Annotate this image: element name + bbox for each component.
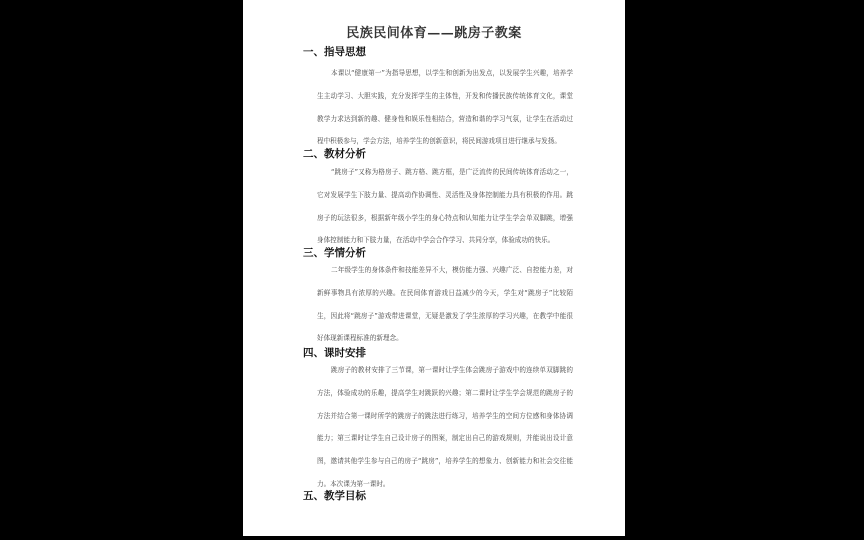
section-heading-student-analysis: 三、学情分析: [303, 247, 366, 259]
section-heading-guiding-ideology: 一、指导思想: [303, 46, 366, 58]
section-text-guiding-ideology: 本课以“健康第一”为指导思想，以学生和创新为出发点，以发展学生兴趣，培养学生主动学习、大胆实践，充分发挥学生的主体性，开发和传播民族传统体育文化，课堂教学力求达到新的趣、健身性和娱乐性相结合，营造和谐的学习气氛，让学生在活动过程中积极参与，学会方法，培养学生的创新意识，将民间游戏项目进行继承与发扬。: [317, 69, 573, 146]
section-text-student-analysis: 二年级学生的身体条件和技能差异不大，模仿能力强、兴趣广泛、自控能力差，对新鲜事物具有浓厚的兴趣。在民间体育游戏日益减少的今天，学生对“跳房子”比较陌生，因此将“跳房子”游戏带进课堂，无疑是激发了学生浓厚的学习兴趣，在教学中能很好体现新课程标准的新理念。: [317, 266, 573, 343]
section-heading-objectives: 五、教学目标: [303, 490, 366, 502]
document-page: [243, 0, 625, 536]
section-text-schedule: 跳房子的教材安排了三节课，第一课时让学生体会跳房子游戏中的连续单双脚跳的方法，体验成功的乐趣，提高学生对跳跃的兴趣；第二课时让学生学会规范的跳房子的方法并结合第一课时所学的跳房子的跳法进行练习，培养学生的空间方位感和身体协调能力；第三课时让学生自己设计房子的图案，制定出自己的游戏规则，并能说出设计意图，邀请其他学生参与自己的房子“跳房”，培养学生的想象力、创新能力和社会交往能力。本次课为第一课时。: [317, 366, 573, 488]
section-heading-material-analysis: 二、教材分析: [303, 148, 366, 160]
section-heading-schedule: 四、课时安排: [303, 347, 366, 359]
section-text-material-analysis: “跳房子”又称为格房子、跳方格、跳方框，是广泛流传的民间传统体育活动之一，它对发展学生下肢力量、提高动作协调性、灵活性及身体控制能力具有积极的作用。跳房子的玩法很多，根据新年级小学生的身心特点和认知能力让学生学会单双脚跳，增强身体控制能力和下肢力量，在活动中学会合作学习、共同分享，体验成功的快乐。: [317, 168, 573, 245]
document-title: 民族民间体育——跳房子教案: [346, 26, 522, 41]
